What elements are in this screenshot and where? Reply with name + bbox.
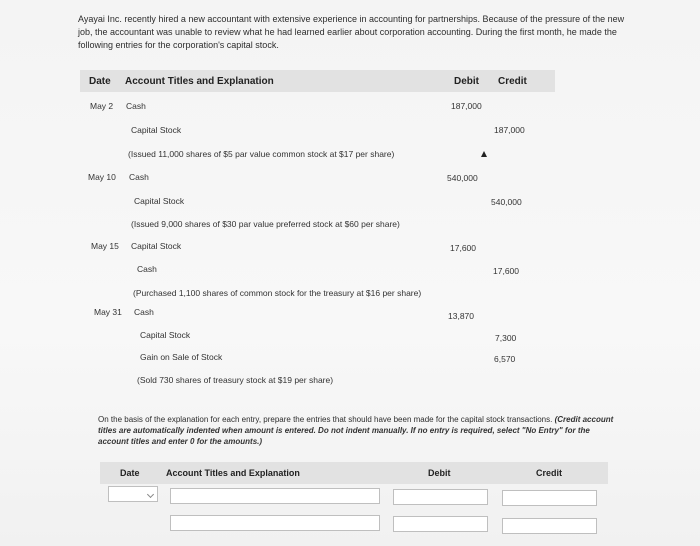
debit-input[interactable] bbox=[393, 489, 488, 505]
entry-date: May 15 bbox=[91, 241, 119, 251]
answer-date-header: Date bbox=[120, 468, 140, 478]
entry-explanation: (Issued 11,000 shares of $5 par value common stock at $17 per share) bbox=[128, 149, 395, 159]
entry-account: Cash bbox=[126, 101, 146, 111]
answer-table-header bbox=[100, 462, 608, 484]
entry-explanation: (Purchased 1,100 shares of common stock for the treasury at $16 per share) bbox=[133, 288, 422, 298]
credit-header: Credit bbox=[498, 76, 527, 87]
entry-account: Capital Stock bbox=[131, 241, 182, 251]
answer-debit-header: Debit bbox=[428, 468, 451, 478]
instructions bbox=[98, 414, 616, 447]
entry-credit: 187,000 bbox=[494, 125, 525, 135]
entry-debit: 540,000 bbox=[447, 173, 478, 183]
entry-account: Capital Stock bbox=[140, 330, 191, 340]
entry-credit: 6,570 bbox=[494, 354, 516, 364]
entry-credit: 17,600 bbox=[493, 266, 519, 276]
entry-debit: 13,870 bbox=[448, 311, 474, 321]
instructions-main: On the basis of the explanation for each entry, prepare the entries that should have been made for the capital stock transactions. bbox=[98, 415, 553, 424]
problem-intro: Ayayai Inc. recently hired a new accountant with extensive experience in accounting for partnerships. Because of the pressure of the new job, the accountant was unable to review what he had learned earlier about corporation accounting. During the first month, he made the following entries for the corporation's capital stock. bbox=[78, 14, 625, 50]
entry-date: May 2 bbox=[90, 101, 114, 111]
date-select[interactable] bbox=[108, 486, 158, 502]
account-title-input[interactable] bbox=[170, 488, 380, 504]
credit-input[interactable] bbox=[502, 490, 597, 506]
answer-account-header: Account Titles and Explanation bbox=[166, 468, 300, 478]
entries-table-header bbox=[80, 70, 555, 92]
debit-header: Debit bbox=[454, 76, 479, 87]
answer-credit-header: Credit bbox=[536, 468, 563, 478]
entry-debit: 187,000 bbox=[451, 101, 482, 111]
instructions-note: (Credit account titles are automatically indented when amount is entered. Do not indent manually. If no entry is required, select "No Entry" for the account titles and enter 0 for the amounts.) bbox=[98, 415, 614, 446]
entry-account: Gain on Sale of Stock bbox=[140, 352, 223, 362]
entry-explanation: (Issued 9,000 shares of $30 par value preferred stock at $60 per share) bbox=[131, 219, 400, 229]
date-header: Date bbox=[89, 76, 111, 87]
entry-account: Capital Stock bbox=[134, 196, 185, 206]
account-title-input[interactable] bbox=[170, 515, 380, 531]
entry-debit: 17,600 bbox=[450, 243, 476, 253]
mouse-pointer-icon bbox=[481, 151, 487, 157]
chevron-down-icon bbox=[147, 491, 154, 498]
entry-account: Cash bbox=[134, 307, 154, 317]
account-header: Account Titles and Explanation bbox=[125, 76, 274, 87]
entry-credit: 7,300 bbox=[495, 333, 517, 343]
entry-account: Cash bbox=[137, 264, 157, 274]
debit-input[interactable] bbox=[393, 516, 488, 532]
entry-date: May 10 bbox=[88, 172, 116, 182]
entry-credit: 540,000 bbox=[491, 197, 522, 207]
credit-input[interactable] bbox=[502, 518, 597, 534]
entry-date: May 31 bbox=[94, 307, 122, 317]
entry-account: Cash bbox=[129, 172, 149, 182]
entry-explanation: (Sold 730 shares of treasury stock at $19 per share) bbox=[137, 375, 334, 385]
entry-account: Capital Stock bbox=[131, 125, 182, 135]
